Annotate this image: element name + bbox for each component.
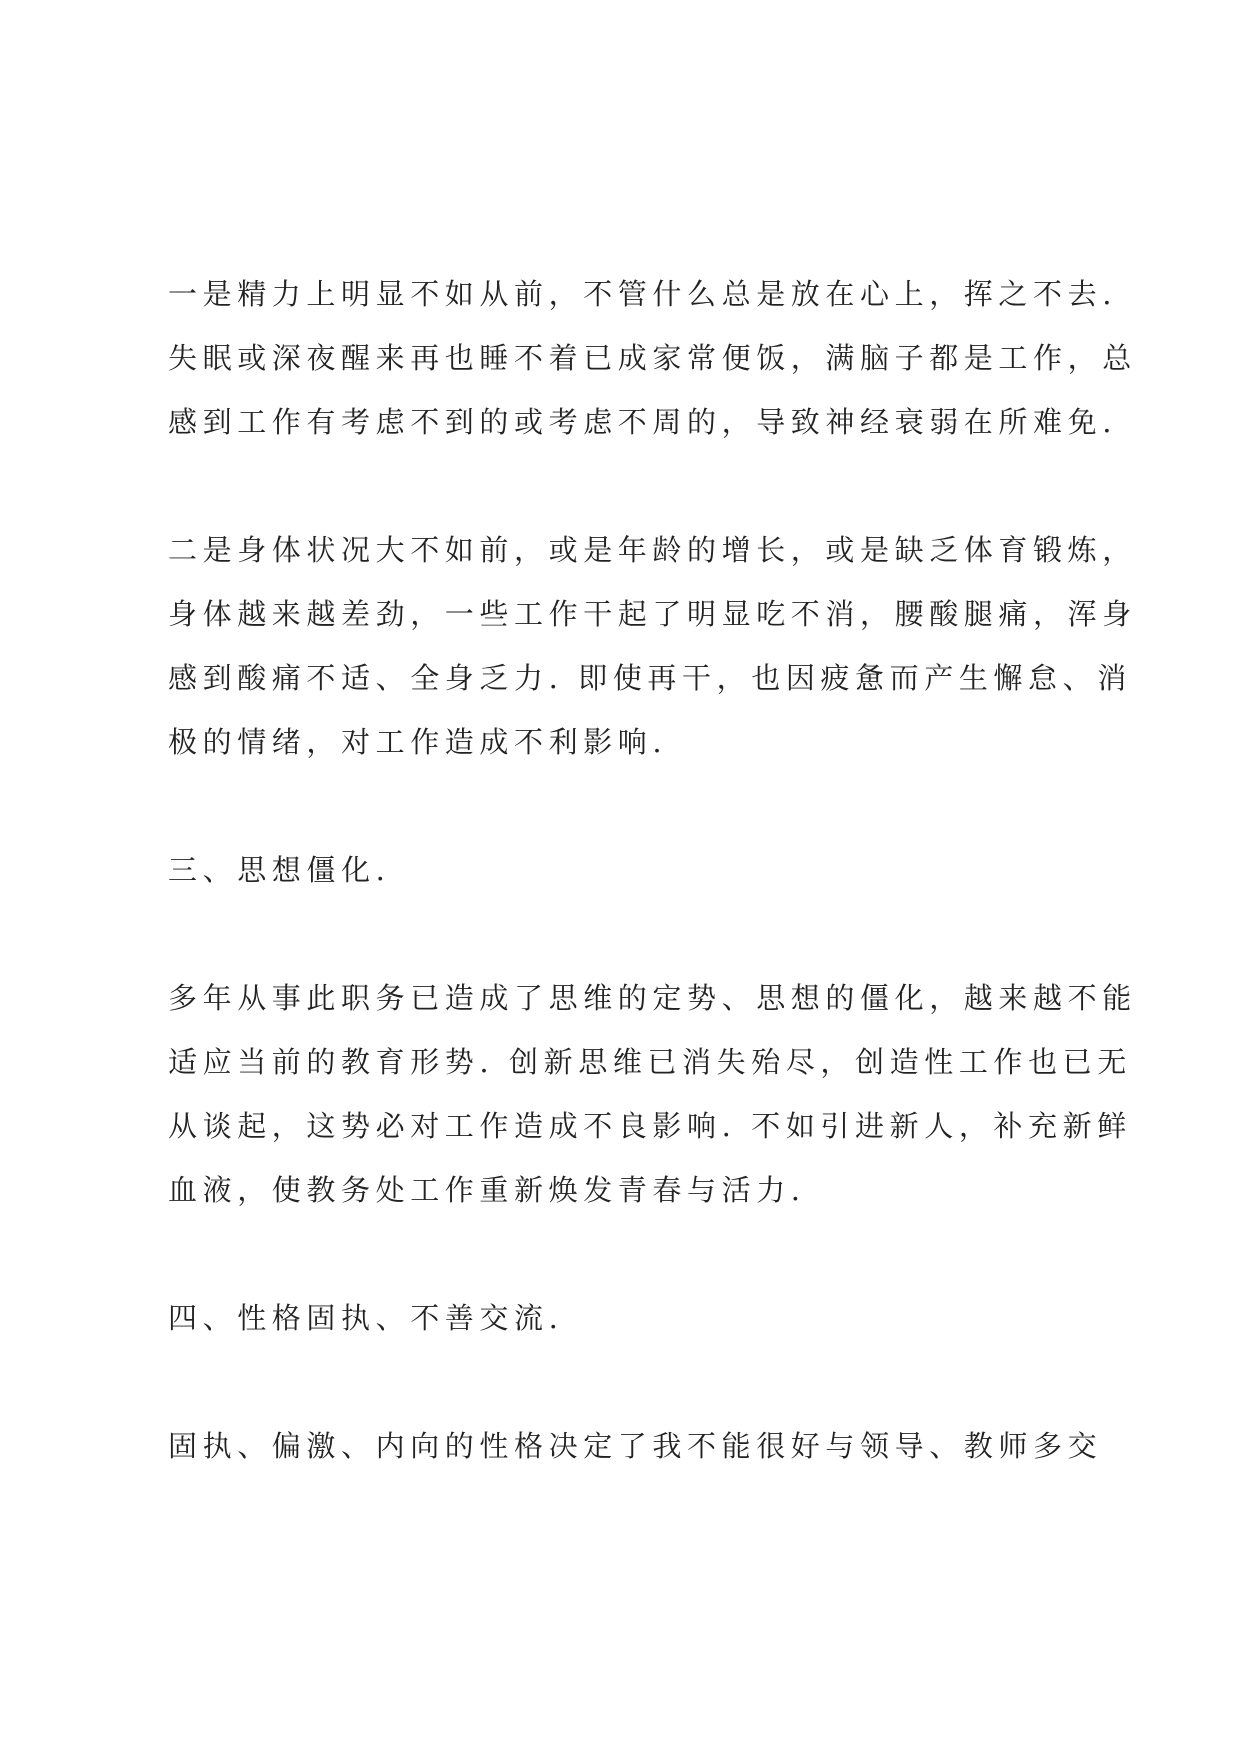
text-line: 血液，使教务处工作重新焕发青春与活力. [168, 1173, 806, 1207]
text-line: 从谈起，这势必对工作造成不良影响. 不如引进新人，补充新鲜 [168, 1109, 1132, 1143]
text-line: 极的情绪，对工作造成不利影响. [168, 725, 668, 759]
text-line: 感到酸痛不适、全身乏力. 即使再干，也因疲惫而产生懈怠、消 [168, 661, 1132, 695]
text-line: 感到工作有考虑不到的或考虑不周的，导致神经衰弱在所难免. [168, 405, 1118, 439]
text-line: 二是身体状况大不如前，或是年龄的增长，或是缺乏体育锻炼， [168, 533, 1137, 567]
section-heading-four [168, 1286, 1098, 1350]
paragraph-personality [168, 1414, 1103, 1478]
text-line: 多年从事此职务已造成了思维的定势、思想的僵化，越来越不能 [168, 981, 1137, 1015]
text-line: 适应当前的教育形势. 创新思维已消失殆尽，创造性工作也已无 [168, 1045, 1132, 1079]
paragraph-energy [168, 262, 1137, 454]
text-line: 固执、偏激、内向的性格决定了我不能很好与领导、教师多交 [168, 1429, 1103, 1463]
paragraph-rigid-thinking [168, 966, 1137, 1222]
heading-text: 四、性格固执、不善交流. [168, 1301, 564, 1335]
section-heading-three [168, 838, 1098, 902]
text-line: 身体越来越差劲，一些工作干起了明显吃不消，腰酸腿痛，浑身 [168, 597, 1137, 631]
document-body [168, 262, 1137, 1542]
paragraph-health [168, 518, 1137, 774]
heading-text: 三、思想僵化. [168, 853, 391, 887]
text-line: 失眠或深夜醒来再也睡不着已成家常便饭，满脑子都是工作，总 [168, 341, 1137, 375]
text-line: 一是精力上明显不如从前，不管什么总是放在心上，挥之不去. [168, 277, 1118, 311]
